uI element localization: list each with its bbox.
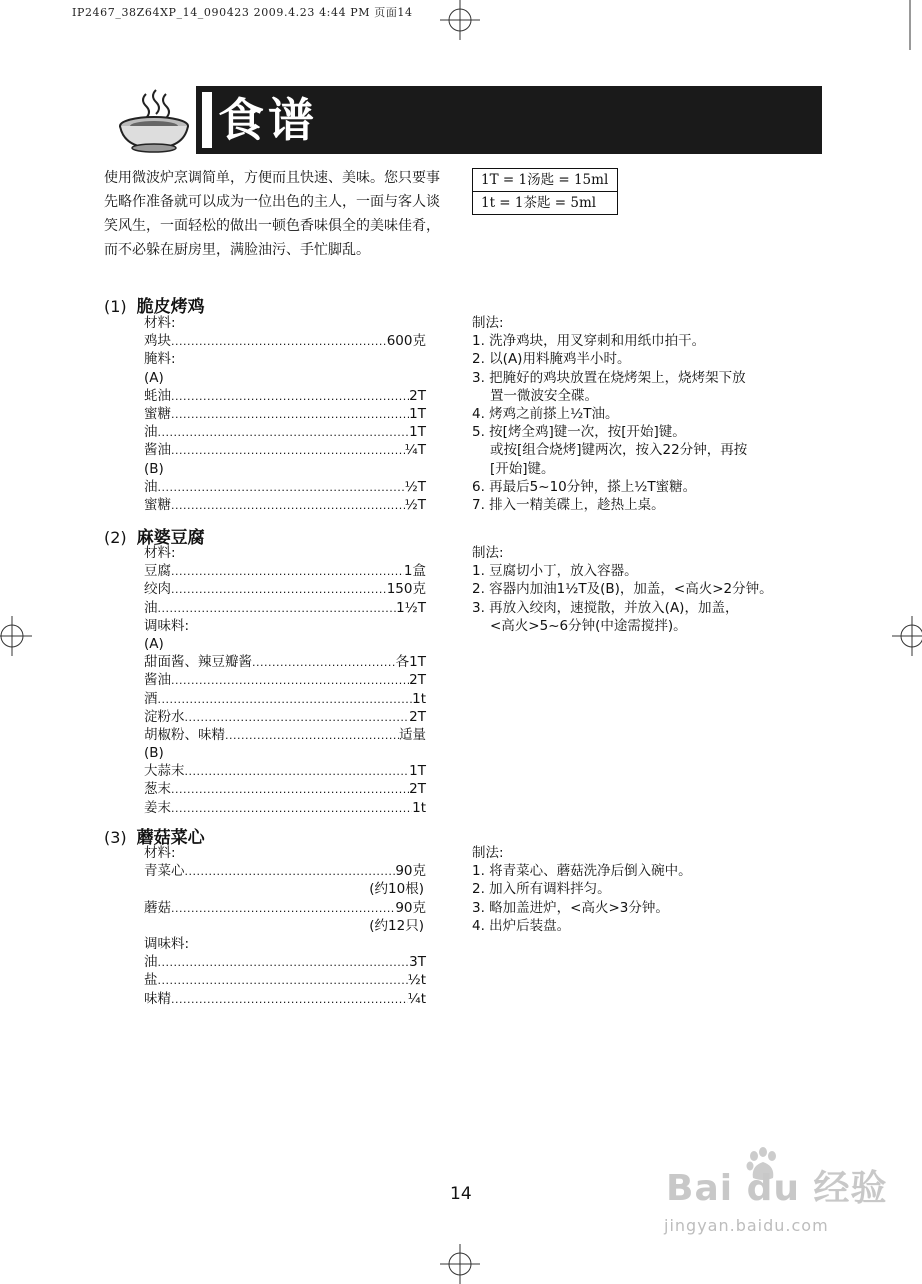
ingredient-row [144, 441, 426, 459]
ingredient-row [144, 799, 426, 817]
ingredient-name: 酱油 [144, 672, 171, 689]
recipe-title: (1) 脆皮烤鸡 [104, 297, 205, 317]
method-step: 2. 容器内加油1½T及(B)，加盖，<高火>2分钟。 [472, 581, 773, 598]
recipe-title: (3) 蘑菇菜心 [104, 828, 205, 848]
method-step: 7. 排入一精美碟上，趁热上桌。 [472, 497, 665, 514]
leader-dots [185, 763, 410, 781]
ingredient-amount: 600克 [386, 333, 426, 350]
leader-dots [171, 781, 409, 799]
ingredient-heading: (B) [144, 460, 164, 477]
leader-dots [158, 600, 397, 618]
ingredient-row [144, 690, 426, 708]
leader-dots [158, 479, 405, 497]
ingredient-amount: 1T [409, 763, 426, 780]
leader-dots [171, 991, 408, 1009]
ingredient-amount: ¼t [407, 990, 426, 1007]
ingredient-list [144, 544, 426, 817]
ingredient-name: 姜末 [144, 799, 171, 816]
ingredient-name: 酱油 [144, 442, 171, 459]
method-steps [472, 844, 832, 935]
ingredient-note: (约12只) [369, 917, 424, 934]
method-step: 1. 洗净鸡块，用叉穿刺和用纸巾拍干。 [472, 333, 706, 350]
registration-mark-right-icon [892, 616, 922, 656]
recipe-title: (2) 麻婆豆腐 [104, 528, 205, 548]
leader-dots [171, 581, 387, 599]
method-step: 4. 烤鸡之前搽上½T油。 [472, 406, 619, 423]
ingredient-row [144, 478, 426, 496]
method-heading: 制法: [472, 545, 504, 561]
page-number: 14 [450, 1184, 472, 1204]
ingredient-heading: (A) [144, 635, 164, 652]
ingredient-row [144, 990, 426, 1008]
ingredient-heading: 材料: [144, 845, 176, 861]
ingredient-list [144, 314, 426, 514]
ingredient-row [144, 726, 426, 744]
ingredient-name: 盐 [144, 972, 158, 989]
intro-paragraph: 使用微波炉烹调简单，方便而且快速、美味。您只要事先略作准备就可以成为一位出色的主人，一面与客人谈笑风生，一面轻松的做出一顿色香味俱全的美味佳肴，而不必躲在厨房里，满脸油污、手忙脚乱。 [104, 170, 440, 258]
leader-dots [171, 672, 409, 690]
ingredient-amount: ½T [404, 478, 426, 495]
title-bar [196, 86, 822, 154]
registration-mark-bottom-icon [440, 1244, 480, 1284]
leader-dots [171, 800, 412, 818]
ingredient-row [144, 899, 426, 917]
ingredient-row [144, 762, 426, 780]
ingredient-row [144, 653, 426, 671]
ingredient-amount: ¼T [404, 442, 426, 459]
ingredient-amount: 90克 [395, 863, 426, 880]
ingredient-amount: 1T [409, 424, 426, 441]
ingredient-name: 油 [144, 954, 158, 971]
ingredient-amount: 1½T [396, 599, 426, 616]
method-step: 2. 加入所有调料拌匀。 [472, 881, 611, 898]
ingredient-amount: 2T [409, 781, 426, 798]
watermark-brand: Bai du 经验 [666, 1168, 888, 1209]
ingredient-name: 油 [144, 478, 158, 495]
ingredient-amount: 2T [409, 672, 426, 689]
leader-dots [171, 563, 404, 581]
leader-dots [171, 406, 409, 424]
ingredient-amount: ½T [404, 496, 426, 513]
ingredient-heading: (B) [144, 745, 164, 762]
ingredient-heading: 材料: [144, 315, 176, 331]
leader-dots [158, 424, 410, 442]
method-steps [472, 544, 832, 635]
ingredient-row [144, 580, 426, 598]
method-heading: 制法: [472, 315, 504, 331]
ingredient-row [144, 387, 426, 405]
ingredient-amount: 90克 [395, 899, 426, 916]
ingredient-name: 甜面酱、辣豆瓣酱 [144, 654, 252, 671]
ingredient-heading: (A) [144, 369, 164, 386]
leader-dots [171, 333, 387, 351]
ingredient-name: 蜜糖 [144, 496, 171, 513]
leader-dots [225, 727, 399, 745]
ingredient-row [144, 708, 426, 726]
method-step: 3. 把腌好的鸡块放置在烧烤架上，烧烤架下放 [472, 369, 746, 386]
method-step: 3. 再放入绞肉，速搅散，并放入(A)，加盖， [472, 599, 739, 616]
registration-mark-left-icon [0, 616, 32, 656]
method-step: 2. 以(A)用料腌鸡半小时。 [472, 351, 631, 368]
soup-bowl-icon [112, 86, 194, 154]
crop-mark-icon [898, 0, 922, 50]
ingredient-name: 淀粉水 [144, 708, 185, 725]
ingredient-list [144, 844, 426, 1008]
ingredient-row [144, 562, 426, 580]
method-step: 5. 按[烤全鸡]键一次，按[开始]键。 [472, 424, 686, 441]
ingredient-amount: 各1T [395, 654, 426, 671]
ingredient-row [144, 671, 426, 689]
leader-dots [185, 709, 410, 727]
ingredient-name: 味精 [144, 990, 171, 1007]
ingredient-amount: 150克 [386, 581, 426, 598]
ingredient-row [144, 496, 426, 514]
ingredient-amount: 1t [412, 799, 426, 816]
method-steps [472, 314, 832, 514]
ingredient-name: 蜜糖 [144, 405, 171, 422]
method-step: [开始]键。 [490, 460, 555, 477]
leader-dots [171, 900, 395, 918]
ingredient-heading: 材料: [144, 545, 176, 561]
ingredient-row [144, 971, 426, 989]
ingredient-amount: 1t [412, 690, 426, 707]
ingredient-name: 油 [144, 424, 158, 441]
leader-dots [171, 442, 405, 460]
leader-dots [158, 954, 410, 972]
ingredient-row [144, 953, 426, 971]
unit-teaspoon: 1t = 1茶匙 = 5ml [473, 191, 617, 214]
ingredient-name: 蘑菇 [144, 899, 171, 916]
ingredient-note: (约10根) [369, 881, 424, 898]
ingredient-name: 豆腐 [144, 563, 171, 580]
ingredient-heading: 腌料: [144, 351, 176, 368]
ingredient-amount: ½t [407, 972, 426, 989]
ingredient-amount: 2T [409, 387, 426, 404]
unit-conversion-box [472, 168, 618, 215]
ingredient-amount: 2T [409, 708, 426, 725]
ingredient-name: 胡椒粉、味精 [144, 726, 225, 743]
leader-dots [171, 497, 405, 515]
unit-tablespoon: 1T = 1汤匙 = 15ml [481, 172, 609, 188]
leader-dots [171, 388, 409, 406]
ingredient-heading: 调味料: [144, 935, 190, 952]
print-header: IP2467_38Z64XP_14_090423 2009.4.23 4:44 PM 页面14 [72, 6, 413, 19]
ingredient-amount: 1盒 [403, 563, 426, 580]
ingredient-amount: 3T [409, 954, 426, 971]
leader-dots [252, 654, 396, 672]
ingredient-amount: 1T [409, 405, 426, 422]
leader-dots [158, 972, 408, 990]
watermark-url: jingyan.baidu.com [664, 1216, 829, 1235]
ingredient-row [144, 780, 426, 798]
method-step: 1. 豆腐切小丁，放入容器。 [472, 563, 638, 580]
ingredient-name: 青菜心 [144, 863, 185, 880]
method-step: 或按[组合烧烤]键两次，按入22分钟，再按 [490, 442, 748, 459]
method-step: 置一微波安全碟。 [490, 387, 598, 404]
method-step: 1. 将青菜心、蘑菇洗净后倒入碗中。 [472, 863, 692, 880]
leader-dots [185, 863, 396, 881]
method-step: 4. 出炉后装盘。 [472, 917, 571, 934]
ingredient-row [144, 332, 426, 350]
ingredient-row [144, 599, 426, 617]
ingredient-name: 绞肉 [144, 581, 171, 598]
ingredient-name: 油 [144, 599, 158, 616]
page-title: 食谱 [218, 93, 318, 147]
registration-mark-top-icon [440, 0, 480, 40]
method-step: 3. 略加盖进炉，<高火>3分钟。 [472, 899, 669, 916]
ingredient-name: 酒 [144, 690, 158, 707]
method-step: <高火>5~6分钟(中途需搅拌)。 [490, 617, 687, 634]
ingredient-name: 大蒜末 [144, 763, 185, 780]
ingredient-name: 葱末 [144, 781, 171, 798]
ingredient-name: 蚝油 [144, 387, 171, 404]
ingredient-row [144, 862, 426, 880]
method-step: 6. 再最后5~10分钟，搽上½T蜜糖。 [472, 478, 697, 495]
method-heading: 制法: [472, 845, 504, 861]
ingredient-row [144, 423, 426, 441]
ingredient-amount: 适量 [399, 726, 426, 743]
ingredient-row [144, 405, 426, 423]
ingredient-name: 鸡块 [144, 333, 171, 350]
ingredient-heading: 调味料: [144, 617, 190, 634]
leader-dots [158, 691, 413, 709]
